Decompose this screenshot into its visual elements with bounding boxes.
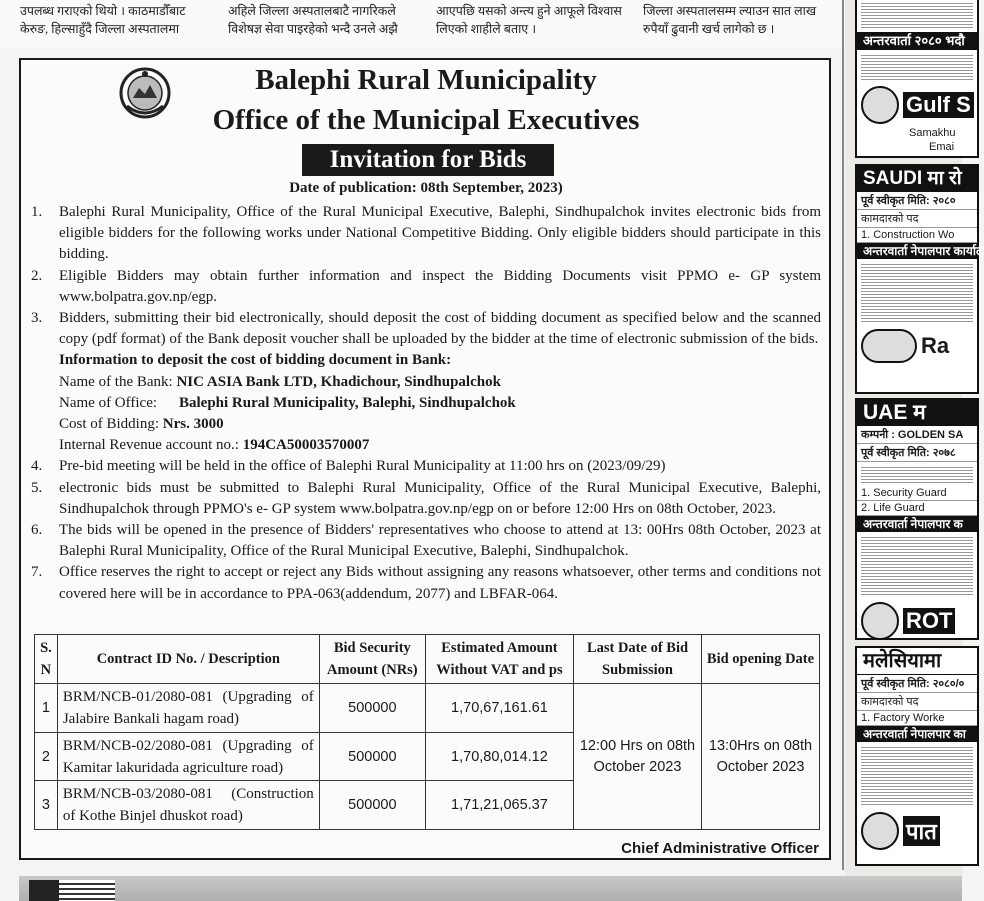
company-logo-icon — [861, 86, 899, 124]
revenue-account-line — [31, 435, 821, 456]
publication-date: Date of publication: 08th September, 2023) — [289, 180, 563, 196]
cost-value: Nrs. 3000 — [162, 416, 224, 433]
item-number: 6. — [31, 522, 43, 539]
opening-date-cell: 13:0Hrs on 08th October 2023 — [702, 684, 820, 830]
ad-brand: Gulf S — [903, 92, 974, 118]
ad-text-lines — [861, 262, 973, 324]
row-bid-security: 500000 — [319, 684, 425, 733]
ad-heading: मलेसियामा — [857, 648, 977, 675]
row-description: BRM/NCB-01/2080-081 (Upgrading of Jalabire Bankali hagam road) — [57, 684, 319, 733]
bids-table — [34, 634, 820, 830]
column-divider — [842, 0, 844, 870]
ad-brand: पात — [903, 816, 940, 846]
row-sn: 2 — [35, 733, 58, 781]
company-logo-icon — [861, 812, 899, 850]
office-name-line — [31, 393, 821, 414]
table-row — [35, 684, 820, 733]
malaysia-flag-icon — [29, 880, 115, 901]
news-column-2: अहिले जिल्ला अस्पतालबाटै नागरिकले विशेषज्ञ सेवा पाइरहेको भन्दै उनले अझै — [228, 4, 398, 36]
ad-row: कामदारको पद — [857, 693, 977, 711]
ad-heading: SAUDI मा रो — [857, 166, 977, 192]
ad-row: पूर्व स्वीकृत मिति: २०८०/० — [857, 675, 977, 693]
ad-text-lines — [861, 745, 973, 807]
item-text: The bids will be opened in the presence of Bidders' representatives who choose to attend at 13: 00Hrs 08th October, 2023 at Balephi Rural Municipality, Office of the Rural Municipal Executive, Balephi, Sindhupalchok. — [59, 522, 821, 560]
table-header-row — [35, 635, 820, 684]
ad-row: 1. Factory Worke — [857, 711, 977, 726]
bank-info-heading: Information to deposit the cost of bidding document in Bank: — [59, 352, 452, 369]
item-text: electronic bids must be submitted to Balephi Rural Municipality, Office of the Rural Municipal Executive, Balephi, Sindhupalchok through PPMO's e- GP system www.bolpatra.gov.np/egp on or before 12:00 Hrs on 08th October, 2023. — [59, 479, 821, 517]
ad-subheading: अन्तरवार्ता नेपालपार क — [857, 516, 977, 532]
company-logo-icon — [861, 329, 917, 363]
item-number: 3. — [31, 310, 43, 327]
ad-gulf — [855, 0, 979, 158]
ad-row: कम्पनी : GOLDEN SA — [857, 426, 977, 444]
invitation-banner: Invitation for Bids — [302, 144, 554, 176]
ad-row: 1. Security Guard — [857, 486, 977, 501]
ad-heading: UAE म — [857, 400, 977, 426]
ad-email: Emai — [929, 141, 955, 153]
cost-label: Cost of Bidding: — [59, 416, 160, 433]
row-estimated-amount: 1,71,21,065.37 — [425, 781, 573, 830]
notice-item — [31, 478, 821, 520]
row-bid-security: 500000 — [319, 781, 425, 830]
ad-logo-row — [857, 810, 977, 852]
header-sn: S. N — [35, 635, 58, 684]
cost-line — [31, 414, 821, 435]
notice-subtitle: Office of the Municipal Executives — [212, 104, 640, 136]
news-column-1: उपलब्ध गराएको थियो । काठमाडौँबाट केरुङ, हिल्साहुँदै जिल्ला अस्पतालमा — [20, 4, 186, 36]
item-text: Eligible Bidders may obtain further information and inspect the Bidding Documents visit PPMO e- GP system www.bolpatra.gov.np/egp. — [59, 267, 821, 305]
notice-item — [31, 562, 821, 604]
header-last-date: Last Date of Bid Submission — [573, 635, 701, 684]
bank-name-value: NIC ASIA Bank LTD, Khadichour, Sindhupalchok — [176, 373, 501, 390]
item-text: Balephi Rural Municipality, Office of the Rural Municipal Executive, Balephi, Sindhupalchok invites electronic bids from eligible bidders for the following works under National Competitive Bidding. Only eligible bidders should participate in this bidding. — [59, 204, 821, 263]
item-text: Pre-bid meeting will be held in the office of Balephi Rural Municipality at 11:00 hrs on (2023/09/29) — [59, 458, 666, 475]
row-estimated-amount: 1,70,67,161.61 — [425, 684, 573, 733]
top-news-strip — [0, 0, 845, 48]
ad-table-lines — [861, 465, 973, 483]
signature-chief-administrative-officer: Chief Administrative Officer — [621, 840, 819, 857]
news-column-4: जिल्ला अस्पतालसम्म ल्याउन सात लाख रुपैयाँ ढुवानी खर्च लागेको छ । — [643, 4, 817, 36]
ad-logo-row — [857, 327, 977, 365]
header-estimated-amount: Estimated Amount Without VAT and ps — [425, 635, 573, 684]
item-number: 2. — [31, 267, 43, 284]
row-estimated-amount: 1,70,80,014.12 — [425, 733, 573, 781]
item-text: Bidders, submitting their bid electronically, should deposit the cost of bidding document as specified below and the scanned copy (pdf format) of the Bank deposit voucher shall be uploaded by the bidder at the time of electronic submission of the bids. — [59, 310, 821, 348]
item-number: 1. — [31, 204, 43, 220]
ad-logo-row — [857, 84, 977, 126]
ad-row: 2. Life Guard — [857, 501, 977, 516]
bank-name-line — [31, 372, 821, 393]
item-number: 4. — [31, 458, 43, 475]
row-description: BRM/NCB-03/2080-081 (Construction of Kothe Binjel dhuskot road) — [57, 781, 319, 830]
notice-item — [31, 308, 821, 350]
ad-row: पूर्व स्वीकृत मिति: २०८० — [857, 192, 977, 210]
notice-item — [31, 202, 821, 266]
revenue-account-value: 194CA50003570007 — [242, 437, 370, 454]
header-bid-security: Bid Security Amount (NRs) — [319, 635, 425, 684]
header-opening-date: Bid opening Date — [702, 635, 820, 684]
item-number: 5. — [31, 479, 43, 496]
ad-table-lines — [861, 1, 973, 29]
bid-notice — [19, 58, 831, 860]
ad-saudi — [855, 164, 984, 394]
row-sn: 3 — [35, 781, 58, 830]
company-logo-icon — [861, 602, 899, 640]
ad-subtext: Samakhu — [909, 127, 956, 139]
ad-text-lines — [861, 53, 973, 81]
office-name-value: Balephi Rural Municipality, Balephi, Sindhupalchok — [179, 394, 516, 411]
bank-name-label: Name of the Bank: — [59, 373, 173, 390]
item-text: Office reserves the right to accept or reject any Bids without assigning any reasons whatsoever, other terms and conditions not covered here will be in accordance to PPA-063(addendum, 2077) and LBFAR-064. — [59, 564, 821, 602]
right-ads-column — [845, 0, 984, 901]
row-bid-security: 500000 — [319, 733, 425, 781]
ad-text-lines — [861, 535, 973, 597]
notice-item — [31, 520, 821, 562]
notice-item — [31, 456, 821, 477]
header-description: Contract ID No. / Description — [57, 635, 319, 684]
notice-items — [31, 202, 821, 605]
ad-row: 1. Construction Wo — [857, 228, 977, 243]
ad-malaysia — [855, 646, 979, 866]
revenue-account-label: Internal Revenue account no.: — [59, 437, 239, 454]
office-name-label: Name of Office: — [59, 394, 158, 411]
news-column-3: आएपछि यसको अन्त्य हुने आफूले विश्वास लिएको शाहीले बताए । — [436, 4, 622, 36]
ad-logo-row — [857, 600, 977, 642]
ad-row: कामदारको पद — [857, 210, 977, 228]
ad-heading: अन्तरवार्ता २०८० भदौ — [857, 32, 977, 50]
ad-subheading: अन्तरवार्ता नेपालपार का — [857, 726, 977, 742]
bottom-ad-strip — [19, 876, 962, 901]
ad-subheading: अन्तरवार्ता नेपालपार कार्याल — [857, 243, 977, 259]
row-sn: 1 — [35, 684, 58, 733]
ad-uae — [855, 398, 979, 640]
notice-title: Balephi Rural Municipality — [255, 64, 597, 96]
item-number: 7. — [31, 564, 43, 581]
notice-item — [31, 266, 821, 308]
ad-row: पूर्व स्वीकृत मिति: २०७८ — [857, 444, 977, 462]
ad-brand: Ra — [921, 333, 950, 358]
row-description: BRM/NCB-02/2080-081 (Upgrading of Kamitar lakuridada agriculture road) — [57, 733, 319, 781]
last-date-cell: 12:00 Hrs on 08th October 2023 — [573, 684, 701, 830]
ad-brand: ROT — [903, 608, 955, 634]
